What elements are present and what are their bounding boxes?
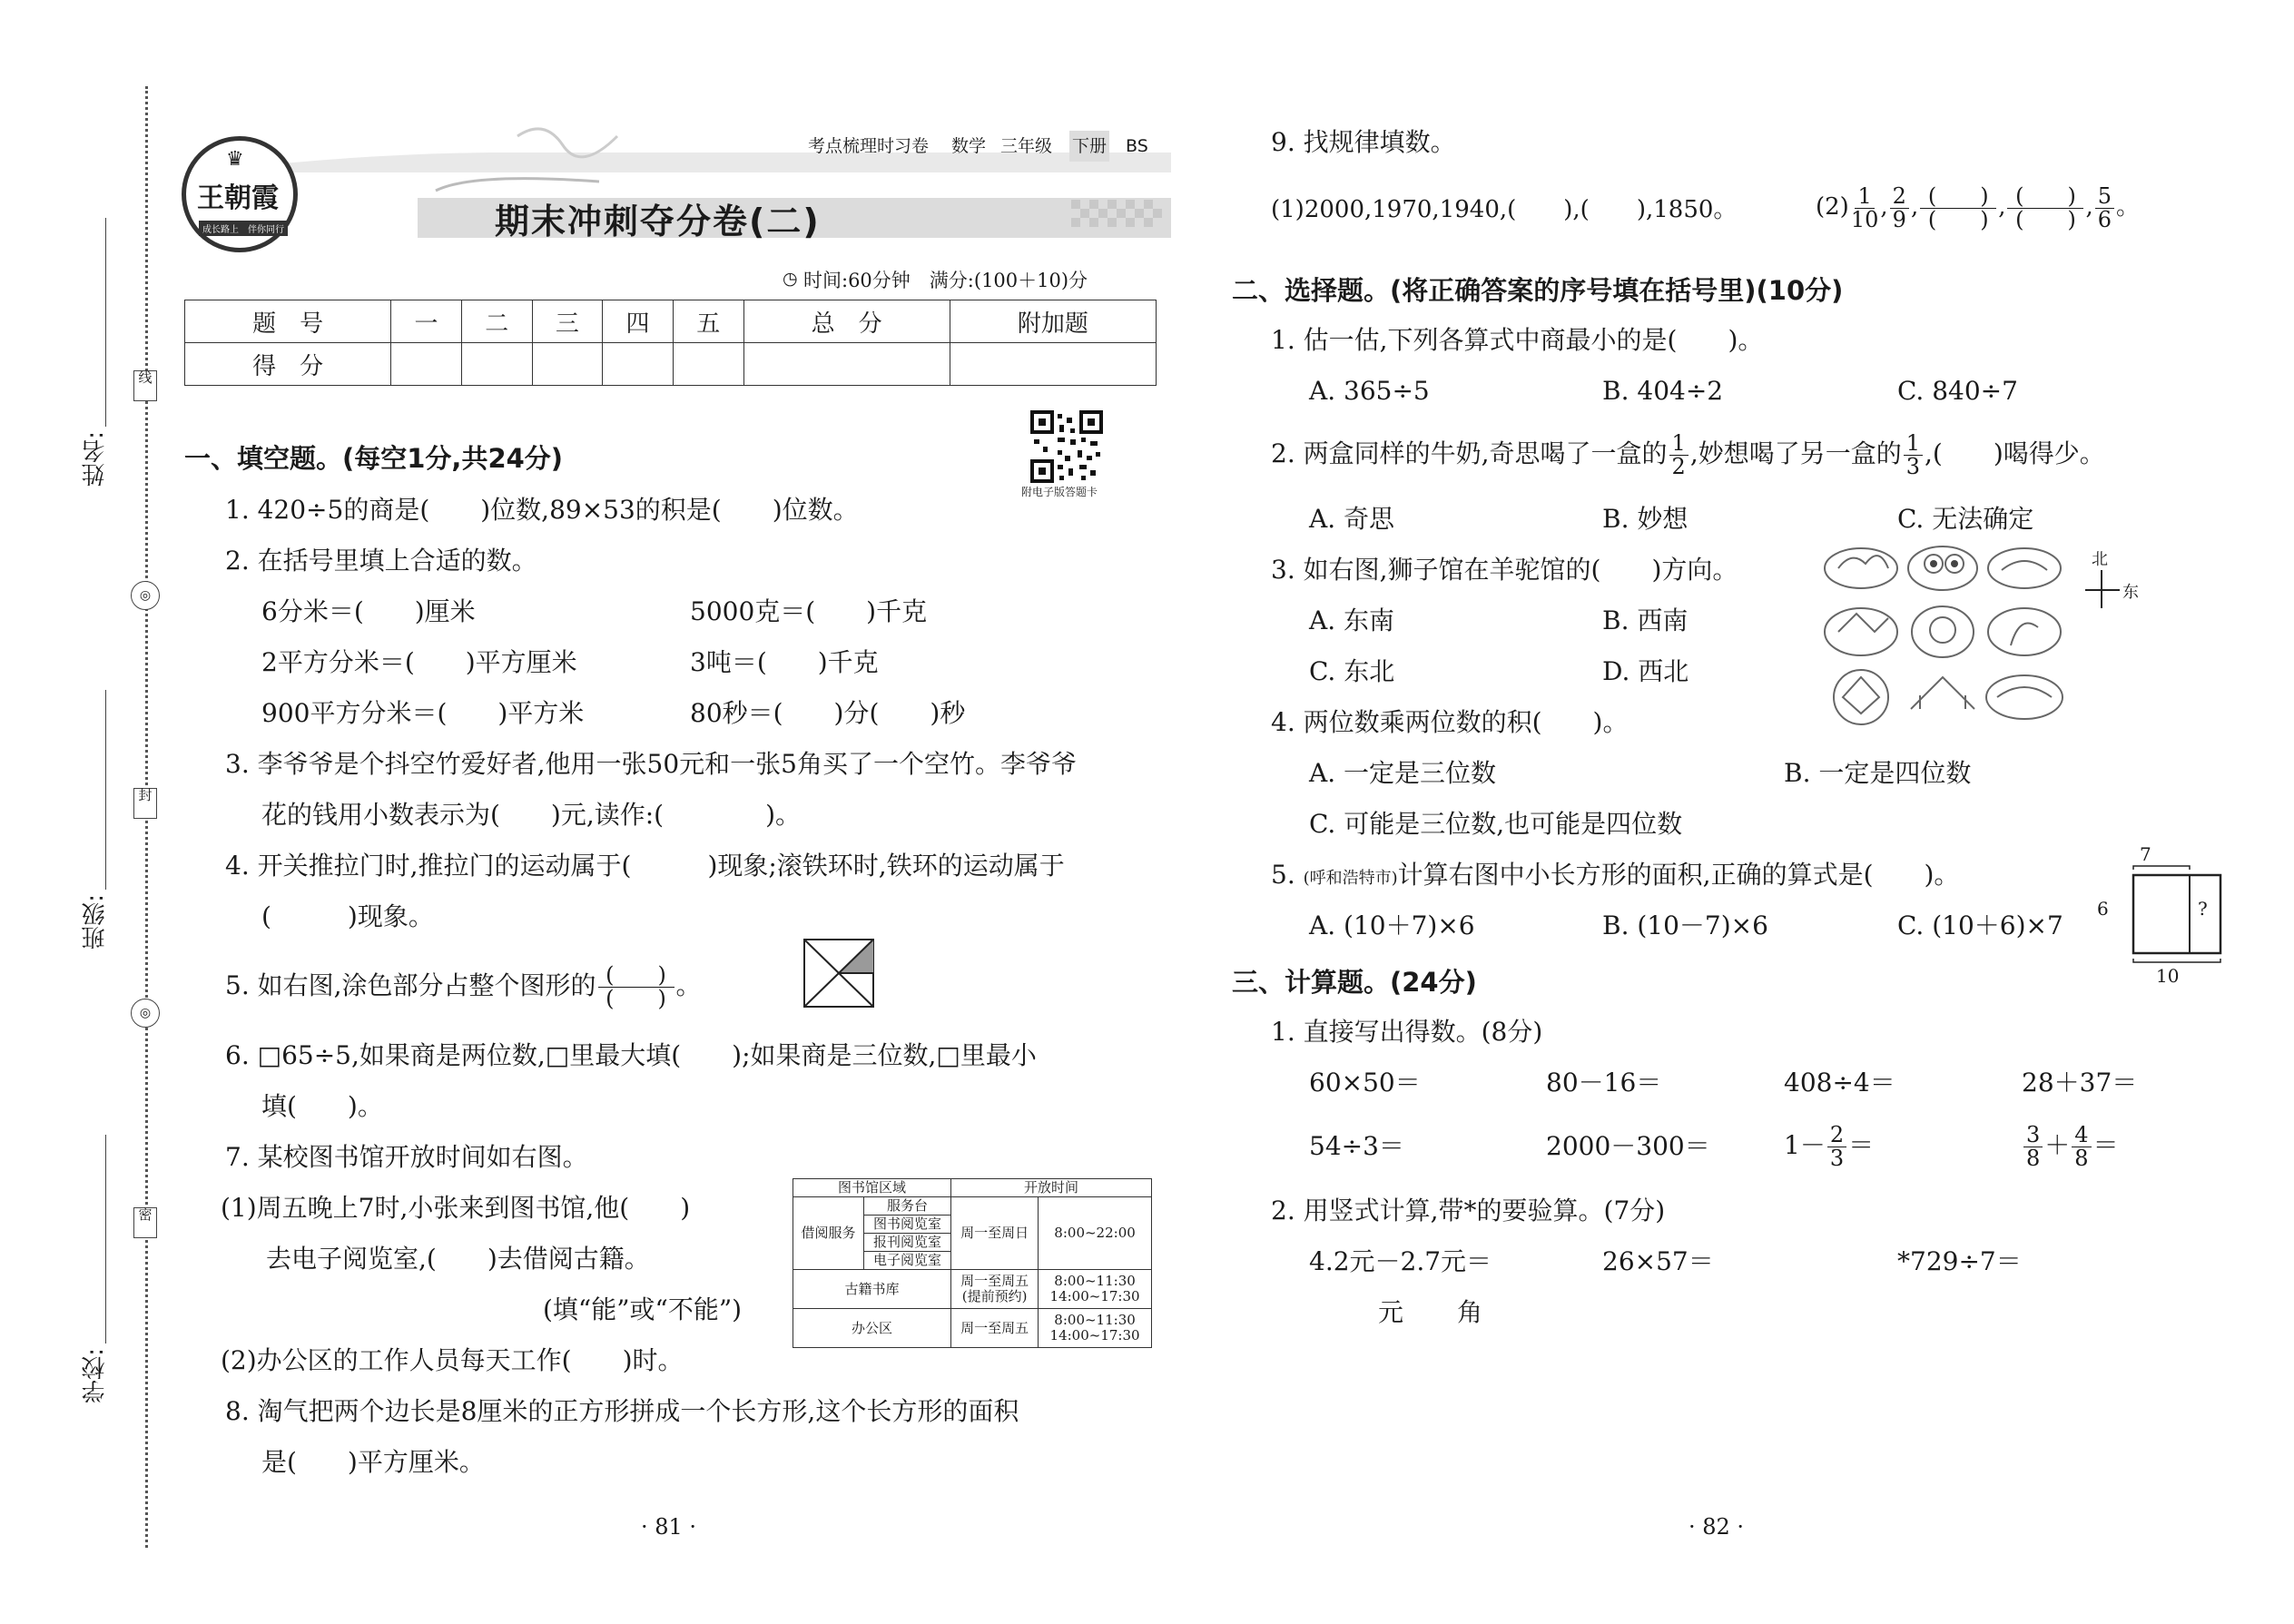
q9-comma: , xyxy=(2085,193,2093,221)
lib-time2a: 8:00~11:30 xyxy=(1054,1273,1136,1289)
s1-q1: 1. 420÷5的商是( )位数,89×53的积是( )位数。 xyxy=(225,495,859,525)
s2-q2-opt-a: A. 奇思 xyxy=(1309,504,1395,534)
series-name: 考点梳理时习卷 xyxy=(808,136,930,156)
binding-hole-icon: ◎ xyxy=(131,999,160,1028)
s1-q7-2: (2)办公区的工作人员每天工作( )时。 xyxy=(221,1345,684,1375)
class-label: 班级: xyxy=(82,894,109,950)
s3-r2-d-frac2 xyxy=(2072,1124,2091,1170)
s2-q5-text: 计算右图中小长方形的面积,正确的算式是( )。 xyxy=(1397,860,1960,890)
lib-room1: 图书阅览室 xyxy=(864,1216,951,1234)
q9-part2-label: (2) xyxy=(1816,193,1849,221)
school-label: 学校: xyxy=(82,1348,109,1403)
s2-q2-text-c: ,( )喝得少。 xyxy=(1925,438,2105,468)
lib-days1: 周一至周日 xyxy=(951,1197,1039,1270)
s1-q2b: 5000克＝( )千克 xyxy=(690,596,928,626)
s2-q1-opt-c: C. 840÷7 xyxy=(1897,376,2018,406)
s3-r1-b: 80－16＝ xyxy=(1546,1068,1662,1097)
rect-label-left: 6 xyxy=(2097,898,2109,920)
score-cell: 总 分 xyxy=(743,300,950,343)
s1-q5-numerator: ( ) xyxy=(598,964,674,988)
score-header-row xyxy=(185,300,1157,343)
q9-frac1-den: 10 xyxy=(1850,206,1879,232)
lib-col-area: 图书馆区域 xyxy=(793,1179,951,1197)
score-input-bonus[interactable] xyxy=(950,343,1156,386)
lib-ancient: 古籍书库 xyxy=(793,1270,951,1309)
s1-q7: 7. 某校图书馆开放时间如右图。 xyxy=(225,1142,588,1172)
score-cell: 三 xyxy=(532,300,603,343)
s3-r1-d: 28＋37＝ xyxy=(2022,1068,2138,1097)
s3-r1-a: 60×50＝ xyxy=(1309,1068,1421,1097)
s1-q7-1b: 去电子阅览室,( )去借阅古籍。 xyxy=(266,1244,650,1274)
s3-r2-d-post: ＝ xyxy=(2092,1130,2119,1160)
q9-frac1 xyxy=(1850,182,1879,232)
shaded-square-figure xyxy=(803,939,876,1009)
s1-q8b: 是( )平方厘米。 xyxy=(261,1447,485,1477)
q9-blank1-num: ( ) xyxy=(1920,185,1996,209)
compass-east: 东 xyxy=(2122,583,2139,602)
s1-q3b: 花的钱用小数表示为( )元,读作:( )。 xyxy=(261,800,802,830)
s2-q5 xyxy=(1271,860,1959,894)
q9-frac2-num: 2 xyxy=(1890,185,1909,209)
q9-blank2-num: ( ) xyxy=(2007,185,2083,209)
s2-q3-opt-c: C. 东北 xyxy=(1309,656,1395,686)
rect-label-right: ? xyxy=(2198,898,2208,920)
score-input-5[interactable] xyxy=(673,343,743,386)
q9-blank1-den: ( ) xyxy=(1927,206,1989,232)
s3-r1-c: 408÷4＝ xyxy=(1784,1068,1895,1097)
binding-hole-icon: ◎ xyxy=(131,581,160,610)
s1-q5-text: 5. 如右图,涂色部分占整个图形的 xyxy=(225,970,596,1000)
score-cell: 四 xyxy=(603,300,674,343)
s1-q5-end: 。 xyxy=(675,970,702,1000)
qr-caption: 附电子版答题卡 xyxy=(1021,486,1098,498)
lib-service: 服务台 xyxy=(864,1197,951,1216)
s3-r2-d xyxy=(2022,1118,2119,1173)
section1-heading: 一、填空题。(每空1分,共24分) xyxy=(184,443,564,474)
s1-q2: 2. 在括号里填上合适的数。 xyxy=(225,546,537,576)
edition: BS xyxy=(1126,136,1148,156)
lib-header-row xyxy=(793,1179,1152,1197)
score-input-4[interactable] xyxy=(603,343,674,386)
rectangle-figure xyxy=(2106,861,2233,977)
score-input-1[interactable] xyxy=(391,343,462,386)
s3-r2-c-frac xyxy=(1827,1124,1846,1170)
s2-q3-opt-d: D. 西北 xyxy=(1602,656,1689,686)
s2-q2 xyxy=(1271,427,2105,481)
lib-time2b: 14:00~17:30 xyxy=(1049,1288,1140,1304)
s3-r2-d-frac1 xyxy=(2023,1124,2043,1170)
s1-q7-1a: (1)周五晚上7时,小张来到图书馆,他( ) xyxy=(221,1193,691,1223)
s2-q2-frac1 xyxy=(1669,432,1689,478)
lib-office: 办公区 xyxy=(793,1309,951,1348)
lib-days2 xyxy=(951,1270,1039,1309)
q9-frac3 xyxy=(2095,182,2114,232)
q9-frac1-num: 1 xyxy=(1855,185,1874,209)
s1-q6b: 填( )。 xyxy=(261,1091,383,1121)
q9-frac2 xyxy=(1890,182,1909,232)
s2-q2-opt-b: B. 妙想 xyxy=(1602,504,1689,534)
q9-frac3-den: 6 xyxy=(2097,206,2112,232)
page-title: 期末冲刺夺分卷(二) xyxy=(495,202,821,241)
s2-q1: 1. 估一估,下列各算式中商最小的是( )。 xyxy=(1271,325,1764,355)
q9-part1: (1)2000,1970,1940,( ),( ),1850。 xyxy=(1271,196,1738,223)
s3-c2: 26×57＝ xyxy=(1602,1246,1714,1276)
s1-q2c: 2平方分米＝( )平方厘米 xyxy=(261,647,577,677)
s3-r2-c-pre: 1－ xyxy=(1784,1130,1826,1160)
s1-q6a: 6. □65÷5,如果商是两位数,□里最大填( );如果商是三位数,□里最小 xyxy=(225,1040,1037,1070)
volume: 下册 xyxy=(1069,131,1109,162)
s2-q4-opt-b: B. 一定是四位数 xyxy=(1784,758,1972,788)
s3-r2-d-den1: 8 xyxy=(2026,1146,2041,1171)
q9-frac2-den: 9 xyxy=(1892,206,1906,232)
time-info: 时间:60分钟 满分:(100＋10)分 xyxy=(803,270,1088,291)
s1-q4b: ( )现象。 xyxy=(261,901,434,931)
binding-mark-line: 线 xyxy=(133,370,157,401)
s3-unit-jiao: 角 xyxy=(1457,1297,1483,1327)
s2-q1-opt-b: B. 404÷2 xyxy=(1602,376,1724,406)
s2-q2-frac2-den: 3 xyxy=(1905,454,1920,479)
page-number-left: · 81 · xyxy=(641,1514,697,1540)
s1-q2d: 3吨＝( )千克 xyxy=(690,647,879,677)
s1-q4a: 4. 开关推拉门时,推拉门的运动属于( )现象;滚铁环时,铁环的运动属于 xyxy=(225,851,1065,881)
s1-q5 xyxy=(225,964,702,1010)
s2-q2-frac1-num: 1 xyxy=(1669,432,1689,456)
subject: 数学 xyxy=(951,136,987,156)
s2-q2-opt-c: C. 无法确定 xyxy=(1897,504,2034,534)
q9-blank2-den: ( ) xyxy=(2015,206,2076,232)
lib-col-hours: 开放时间 xyxy=(951,1179,1152,1197)
s2-q3-opt-a: A. 东南 xyxy=(1309,605,1395,635)
score-cell: 二 xyxy=(461,300,532,343)
score-row-label: 得 分 xyxy=(185,343,391,386)
clock-icon: ◷ xyxy=(783,269,798,289)
score-cell: 五 xyxy=(673,300,743,343)
grade: 三年级 xyxy=(1000,136,1053,156)
q9-title: 9. 找规律填数。 xyxy=(1271,127,1456,157)
s1-q2e: 900平方分米＝( )平方米 xyxy=(261,698,585,728)
s1-q5-denominator: ( ) xyxy=(605,986,666,1011)
page-number-right: · 82 · xyxy=(1689,1514,1745,1540)
section3-heading: 三、计算题。(24分) xyxy=(1232,967,1477,998)
s2-q5-prefix: 5. xyxy=(1271,860,1295,890)
s3-r2-c xyxy=(1784,1118,1874,1173)
s3-r2-d-den2: 8 xyxy=(2074,1146,2089,1171)
s1-q2a: 6分米＝( )厘米 xyxy=(261,596,476,626)
lib-days2a: 周一至周五 xyxy=(960,1273,1029,1289)
s3-q1: 1. 直接写出得数。(8分) xyxy=(1271,1017,1543,1047)
q9-part2 xyxy=(1816,180,2140,234)
s2-q2-text-b: ,妙想喝了另一盒的 xyxy=(1689,438,1902,468)
class-write-line xyxy=(105,690,106,890)
lib-time3 xyxy=(1039,1309,1152,1348)
s3-r2-c-post: ＝ xyxy=(1848,1130,1875,1160)
score-input-row xyxy=(185,343,1157,386)
score-cell: 一 xyxy=(391,300,462,343)
s3-r2-b: 2000－300＝ xyxy=(1546,1131,1710,1161)
lib-row xyxy=(793,1197,1152,1216)
name-write-line xyxy=(105,218,106,427)
q9-end: 。 xyxy=(2116,193,2141,221)
score-cell: 题 号 xyxy=(185,300,391,343)
lib-row xyxy=(793,1309,1152,1348)
compass-north: 北 xyxy=(2092,550,2108,569)
s3-r2-a: 54÷3＝ xyxy=(1309,1131,1404,1161)
lib-time2 xyxy=(1039,1270,1152,1309)
s3-r2-d-num1: 3 xyxy=(2023,1124,2043,1147)
binding-mark-dense: 密 xyxy=(133,1207,157,1238)
lib-row xyxy=(793,1270,1152,1309)
s2-q4-opt-a: A. 一定是三位数 xyxy=(1309,758,1497,788)
s2-q2-frac2-num: 1 xyxy=(1904,432,1923,456)
score-input-2[interactable] xyxy=(461,343,532,386)
binding-mark-seal: 封 xyxy=(133,788,157,819)
s3-unit-yuan: 元 xyxy=(1378,1297,1404,1327)
s3-q2: 2. 用竖式计算,带*的要验算。(7分) xyxy=(1271,1196,1666,1225)
lib-time3b: 14:00~17:30 xyxy=(1049,1327,1140,1343)
q9-frac3-num: 5 xyxy=(2095,185,2114,209)
zoo-map-figure xyxy=(1820,541,2065,727)
s2-q5-opt-c: C. (10＋6)×7 xyxy=(1897,910,2063,940)
q9-comma: , xyxy=(1910,193,1919,221)
lib-room3: 电子阅览室 xyxy=(864,1252,951,1270)
s2-q5-opt-a: A. (10＋7)×6 xyxy=(1309,910,1475,940)
s2-q5-opt-b: B. (10－7)×6 xyxy=(1602,910,1768,940)
lib-days3: 周一至周五 xyxy=(951,1309,1039,1348)
q9-comma: , xyxy=(1880,193,1888,221)
rect-label-top: 7 xyxy=(2140,843,2151,865)
s2-q2-text-a: 2. 两盒同样的牛奶,奇思喝了一盒的 xyxy=(1271,438,1668,468)
logo-crown-icon: ♛ xyxy=(226,148,244,171)
section2-heading: 二、选择题。(将正确答案的序号填在括号里)(10分) xyxy=(1232,275,1844,306)
s1-q8a: 8. 淘气把两个边长是8厘米的正方形拼成一个长方形,这个长方形的面积 xyxy=(225,1396,1019,1426)
lib-lend-label: 借阅服务 xyxy=(793,1197,864,1270)
school-write-line xyxy=(105,1135,106,1343)
s1-q7-1c: (填“能”或“不能”) xyxy=(543,1294,743,1324)
s2-q1-opt-a: A. 365÷5 xyxy=(1309,376,1430,406)
s2-q2-frac1-den: 2 xyxy=(1671,454,1686,479)
score-input-total[interactable] xyxy=(743,343,950,386)
s2-q2-frac2 xyxy=(1904,432,1923,478)
logo-banner: 成长路上 伴你同行 xyxy=(199,221,288,236)
score-table xyxy=(184,300,1157,386)
s3-r2-d-num2: 4 xyxy=(2072,1124,2091,1147)
s2-q5-city: (呼和浩特市) xyxy=(1303,869,1398,888)
lib-room2: 报刊阅览室 xyxy=(864,1234,951,1252)
score-cell: 附加题 xyxy=(950,300,1156,343)
s2-q4-opt-c: C. 可能是三位数,也可能是四位数 xyxy=(1309,809,1683,839)
score-input-3[interactable] xyxy=(532,343,603,386)
qr-code-icon[interactable] xyxy=(1030,410,1103,483)
s3-r2-d-op: ＋ xyxy=(2044,1130,2071,1160)
s3-r2-c-den: 3 xyxy=(1829,1146,1845,1171)
q9-blank1 xyxy=(1920,182,1996,232)
s2-q4: 4. 两位数乘两位数的积( )。 xyxy=(1271,707,1629,737)
s1-q2f: 80秒＝( )分( )秒 xyxy=(690,698,966,728)
name-label: 姓名: xyxy=(82,431,109,487)
s1-q5-fraction xyxy=(598,964,674,1010)
lib-days2b: (提前预约) xyxy=(961,1288,1028,1304)
logo-text: 王朝霞 xyxy=(197,182,279,214)
lib-time3a: 8:00~11:30 xyxy=(1054,1312,1136,1328)
q9-blank2 xyxy=(2007,182,2083,232)
s3-r2-c-num: 2 xyxy=(1827,1124,1846,1147)
q9-comma: , xyxy=(1998,193,2006,221)
s3-c3: *729÷7＝ xyxy=(1897,1246,2022,1276)
rect-label-bottom: 10 xyxy=(2156,965,2180,987)
s2-q3-opt-b: B. 西南 xyxy=(1602,605,1689,635)
lib-time1: 8:00~22:00 xyxy=(1039,1197,1152,1270)
library-hours-table xyxy=(793,1178,1152,1348)
s1-q3a: 3. 李爷爷是个抖空竹爱好者,他用一张50元和一张5角买了一个空竹。李爷爷 xyxy=(225,749,1077,779)
s3-c1: 4.2元－2.7元＝ xyxy=(1309,1246,1492,1276)
s2-q3: 3. 如右图,狮子馆在羊驼馆的( )方向。 xyxy=(1271,555,1738,585)
brand-logo xyxy=(182,136,298,252)
